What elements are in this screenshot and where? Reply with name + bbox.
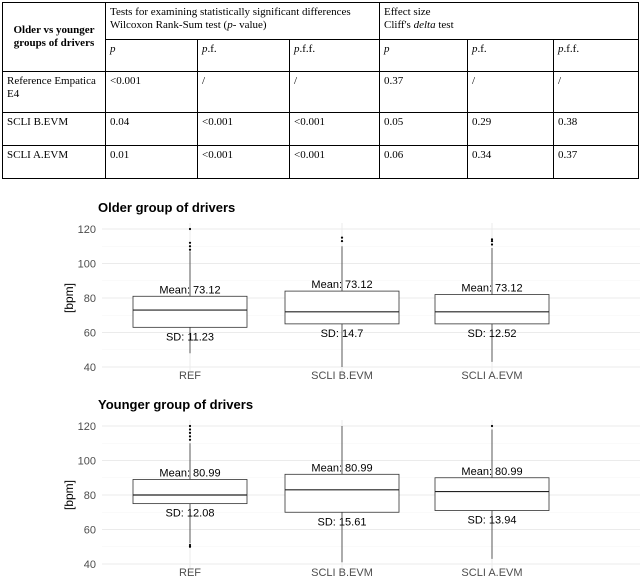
row-label: SCLI A.EVM [3,146,106,179]
tests-header-line2-post: - value) [232,19,267,31]
effect-header-line2-post: test [435,19,454,31]
col-header-pf: p.f. [198,40,290,72]
chart-title: Younger group of drivers [98,397,254,412]
table-cell: 0.04 [106,113,198,146]
col-header-p-effect: p [380,40,468,72]
y-tick-label: 100 [77,455,96,468]
sd-label: SD: 13.94 [467,514,517,527]
y-axis-label: [bpm] [62,479,76,511]
table-cell: <0.001 [198,113,290,146]
row-label: Reference Empatica E4 [3,72,106,113]
outlier-point [189,245,191,247]
y-axis-label: [bpm] [62,282,76,314]
y-tick-label: 40 [83,362,96,374]
table-cell: / [290,72,380,113]
mean-label: Mean: 80.99 [461,465,523,478]
y-tick-label: 60 [83,327,96,340]
chart-title: Older group of drivers [98,200,236,215]
row-label: SCLI B.EVM [3,113,106,146]
outlier-point [189,242,191,244]
outlier-point [341,237,343,239]
sd-label: SD: 11.23 [165,331,215,344]
mean-label: Mean: 80.99 [311,462,373,475]
outlier-point [189,428,191,430]
table-cell: / [198,72,290,113]
box [435,295,549,324]
sd-label: SD: 15.61 [317,516,367,529]
outlier-point [491,238,493,240]
col-header-p: p [106,40,198,72]
box [435,478,549,511]
table-cell: <0.001 [198,146,290,179]
y-tick-label: 80 [83,490,96,502]
tests-header-line2-pre: Wilcoxon Rank-Sum test ( [110,19,228,31]
effect-header-line1: Effect size [384,6,431,18]
col-header-pf-effect: p.f. [468,40,554,72]
mean-label: Mean: 80.99 [159,467,221,480]
y-tick-label: 40 [83,559,96,571]
x-tick-label: REF [179,567,201,579]
table-cell: 0.29 [468,113,554,146]
mean-label: Mean: 73.12 [311,279,373,292]
outlier-point [189,439,191,441]
x-tick-label: SCLI B.EVM [311,370,373,382]
table-cell: 0.38 [554,113,639,146]
table-cell: 0.06 [380,146,468,179]
outlier-point [189,425,191,427]
outlier-point [189,432,191,434]
table-cell: 0.34 [468,146,554,179]
table-corner-header: Older vs younger groups of drivers [3,3,106,72]
y-tick-label: 120 [77,224,96,236]
table-cell: / [468,72,554,113]
table-cell: <0.001 [106,72,198,113]
outlier-point [491,243,493,245]
box [285,474,399,512]
table-cell: 0.37 [380,72,468,113]
outlier-point [491,425,493,427]
y-tick-label: 100 [77,258,96,271]
table-cell: 0.05 [380,113,468,146]
outlier-point [189,435,191,437]
table-cell: <0.001 [290,113,380,146]
tests-header-line2-italic: p [227,19,233,31]
col-header-pff: p.f.f. [290,40,380,72]
sd-label: SD: 12.08 [165,507,215,520]
mean-label: Mean: 73.12 [159,284,221,297]
y-tick-label: 80 [83,293,96,305]
box [285,291,399,324]
outlier-point [341,240,343,242]
sd-label: SD: 14.7 [320,327,364,340]
x-tick-label: SCLI A.EVM [461,567,523,579]
col-header-pff-effect: p.f.f. [554,40,639,72]
table-cell: / [554,72,639,113]
y-tick-label: 120 [77,421,96,433]
x-tick-label: SCLI B.EVM [311,567,373,579]
outlier-point [189,544,191,546]
x-tick-label: REF [179,370,201,382]
table-cell: 0.37 [554,146,639,179]
mean-label: Mean: 73.12 [461,282,523,295]
tests-header-line1: Tests for examining statistically significant differences [110,6,351,18]
outlier-point [189,228,191,230]
effect-header-line2-italic: delta [413,19,436,31]
x-tick-label: SCLI A.EVM [461,370,523,382]
table-cell: 0.01 [106,146,198,179]
sd-label: SD: 12.52 [467,327,517,340]
outlier-point [189,249,191,251]
y-tick-label: 60 [83,524,96,537]
effect-header-line2-pre: Cliff's [384,19,414,31]
table-cell: <0.001 [290,146,380,179]
box [133,479,247,503]
box [133,296,247,327]
